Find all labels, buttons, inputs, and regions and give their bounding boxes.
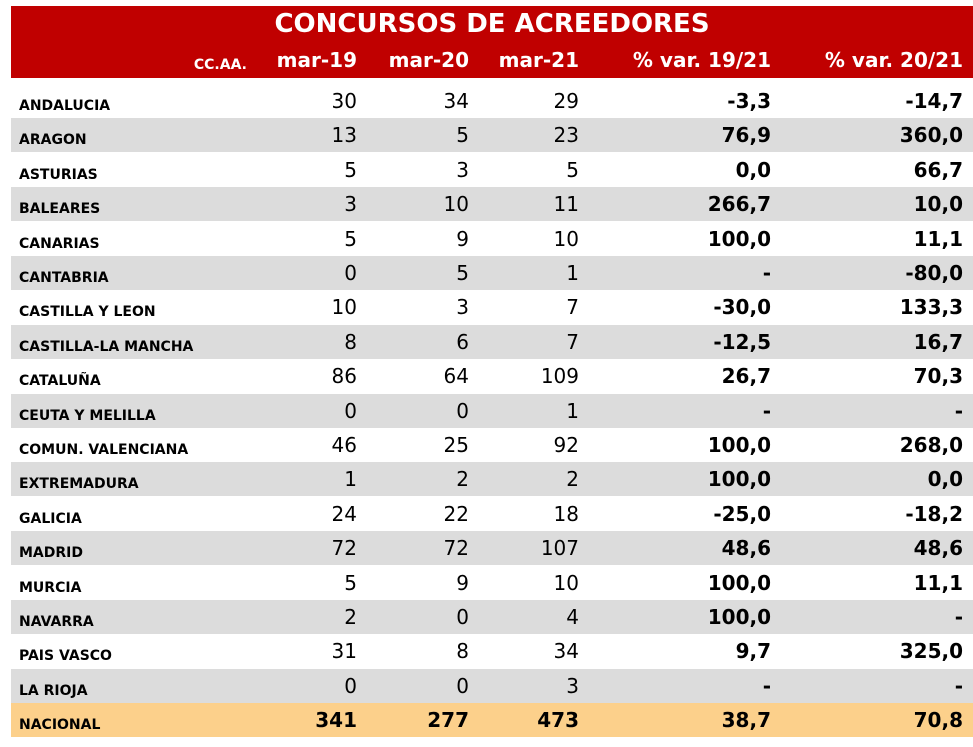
region-name: CASTILLA Y LEON <box>19 304 156 321</box>
value-mar-21: 29 <box>553 89 579 113</box>
value-mar-19: 5 <box>344 157 357 182</box>
column-header-ccaa: CC.AA. <box>193 57 247 73</box>
value-var-20-21: - <box>954 605 963 629</box>
value-mar-20: 64 <box>443 364 469 389</box>
value-var-20-21: 66,7 <box>913 157 963 182</box>
value-var-19-21: -25,0 <box>713 501 771 526</box>
value-var-19-21: 26,7 <box>721 364 771 389</box>
value-mar-21: 2 <box>566 467 579 492</box>
value-mar-19: 0 <box>344 398 357 423</box>
region-name: PAIS VASCO <box>19 648 112 665</box>
table-row <box>11 462 973 496</box>
value-mar-20: 0 <box>456 398 469 423</box>
value-mar-19: 86 <box>331 364 357 389</box>
region-name: LA RIOJA <box>19 682 88 699</box>
value-mar-19: 5 <box>344 570 357 595</box>
region-name: EXTREMADURA <box>19 476 139 493</box>
value-mar-19: 30 <box>331 89 357 113</box>
table-row <box>11 669 973 703</box>
value-mar-19: 46 <box>331 433 357 457</box>
value-mar-21: 107 <box>540 536 579 561</box>
value-var-19-21: 100,0 <box>707 433 771 457</box>
value-mar-19: 0 <box>344 673 357 698</box>
table-row <box>11 359 973 393</box>
value-mar-21: 7 <box>566 329 579 354</box>
value-var-19-21: 0,0 <box>735 157 771 182</box>
value-var-20-21: 325,0 <box>899 639 963 664</box>
region-name: CANTABRIA <box>19 270 109 286</box>
value-var-20-21: 11,1 <box>913 226 963 251</box>
value-mar-20: 22 <box>443 501 469 526</box>
value-var-19-21: 48,6 <box>721 536 771 561</box>
column-header-mar-21: mar-21 <box>498 48 579 72</box>
value-var-19-21: 100,0 <box>707 467 771 492</box>
table-row <box>11 497 973 531</box>
table-row <box>11 118 973 152</box>
value-mar-20: 6 <box>456 329 469 354</box>
value-var-20-21: 360,0 <box>899 123 963 148</box>
value-mar-20: 8 <box>456 639 469 664</box>
region-name: NAVARRA <box>19 614 94 630</box>
value-mar-21: 4 <box>566 605 579 629</box>
table-row <box>11 153 973 187</box>
column-header-mar-19: mar-19 <box>276 48 357 72</box>
value-var-20-21: 133,3 <box>899 295 963 320</box>
value-mar-19: 24 <box>331 501 357 526</box>
value-var-20-21: 70,3 <box>913 364 963 389</box>
value-mar-21: 11 <box>553 192 579 217</box>
table-row <box>11 222 973 256</box>
value-mar-19: 13 <box>331 123 357 148</box>
region-name: GALICIA <box>19 510 82 527</box>
column-header-mar-20: mar-20 <box>388 48 469 72</box>
table-row <box>11 634 973 668</box>
value-mar-20: 3 <box>456 157 469 182</box>
value-var-19-21: 9,7 <box>735 639 771 664</box>
region-name: NACIONAL <box>19 717 101 734</box>
region-name: CEUTA Y MELILLA <box>19 407 156 424</box>
value-var-20-21: - <box>954 673 963 698</box>
value-mar-21: 1 <box>566 398 579 423</box>
value-mar-19: 5 <box>344 226 357 251</box>
value-mar-20: 0 <box>456 605 469 629</box>
value-mar-21: 1 <box>566 261 579 285</box>
value-var-19-21: - <box>762 261 771 285</box>
value-var-20-21: -18,2 <box>905 501 963 526</box>
value-mar-20: 277 <box>427 708 469 733</box>
value-mar-20: 9 <box>456 570 469 595</box>
column-header-var-19-21: % var. 19/21 <box>632 48 771 72</box>
region-name: BALEARES <box>19 201 101 218</box>
table-row <box>11 84 973 118</box>
value-mar-21: 7 <box>566 295 579 320</box>
table-row <box>11 566 973 600</box>
value-mar-20: 2 <box>456 467 469 492</box>
value-var-20-21: 70,8 <box>913 708 963 733</box>
total-row <box>11 703 973 737</box>
value-mar-21: 5 <box>566 157 579 182</box>
value-mar-19: 1 <box>344 467 357 492</box>
value-var-20-21: 48,6 <box>913 536 963 561</box>
value-mar-20: 34 <box>443 89 469 113</box>
region-name: CATALUÑA <box>19 373 101 390</box>
value-mar-21: 23 <box>553 123 579 148</box>
region-name: MURCIA <box>19 579 82 596</box>
region-name: MADRID <box>19 545 83 562</box>
region-name: ARAGON <box>19 132 87 149</box>
value-var-19-21: -12,5 <box>713 329 771 354</box>
value-mar-20: 5 <box>456 123 469 148</box>
value-mar-21: 10 <box>553 570 579 595</box>
table-row <box>11 394 973 428</box>
value-var-20-21: 0,0 <box>927 467 963 492</box>
region-name: ANDALUCIA <box>19 98 111 114</box>
value-var-20-21: 11,1 <box>913 570 963 595</box>
value-mar-21: 34 <box>553 639 579 664</box>
value-mar-21: 473 <box>537 708 579 733</box>
table-title: CONCURSOS DE ACREEDORES <box>11 6 973 43</box>
value-var-20-21: -80,0 <box>905 261 963 285</box>
value-mar-20: 3 <box>456 295 469 320</box>
value-var-19-21: 38,7 <box>721 708 771 733</box>
value-mar-19: 2 <box>344 605 357 629</box>
value-mar-20: 0 <box>456 673 469 698</box>
table-row <box>11 256 973 290</box>
value-mar-20: 9 <box>456 226 469 251</box>
value-var-19-21: 100,0 <box>707 605 771 629</box>
value-var-20-21: 10,0 <box>913 192 963 217</box>
value-mar-20: 72 <box>443 536 469 561</box>
column-header-var-20-21: % var. 20/21 <box>824 48 963 72</box>
value-mar-21: 92 <box>553 433 579 457</box>
value-mar-19: 3 <box>344 192 357 217</box>
value-mar-21: 18 <box>553 501 579 526</box>
value-var-19-21: -30,0 <box>713 295 771 320</box>
value-mar-19: 341 <box>315 708 357 733</box>
value-var-20-21: - <box>954 398 963 423</box>
table-row <box>11 325 973 359</box>
region-name: CASTILLA-LA MANCHA <box>19 338 194 355</box>
region-name: ASTURIAS <box>19 166 98 183</box>
value-mar-19: 0 <box>344 261 357 285</box>
region-name: CANARIAS <box>19 235 100 252</box>
value-mar-21: 3 <box>566 673 579 698</box>
table-row <box>11 531 973 565</box>
value-mar-21: 109 <box>540 364 579 389</box>
region-name: COMUN. VALENCIANA <box>19 442 189 458</box>
table-row <box>11 600 973 634</box>
value-var-20-21: -14,7 <box>905 89 963 113</box>
value-mar-20: 10 <box>443 192 469 217</box>
table-row <box>11 187 973 221</box>
value-mar-19: 31 <box>331 639 357 664</box>
value-mar-19: 10 <box>331 295 357 320</box>
value-mar-20: 5 <box>456 261 469 285</box>
table-row <box>11 428 973 462</box>
value-var-19-21: 76,9 <box>721 123 771 148</box>
value-mar-19: 72 <box>331 536 357 561</box>
value-mar-20: 25 <box>443 433 469 457</box>
value-var-19-21: 266,7 <box>707 192 771 217</box>
table-row <box>11 290 973 324</box>
value-var-20-21: 268,0 <box>899 433 963 457</box>
value-mar-19: 8 <box>344 329 357 354</box>
value-var-19-21: 100,0 <box>707 570 771 595</box>
value-var-19-21: - <box>762 673 771 698</box>
value-var-19-21: -3,3 <box>727 89 771 113</box>
value-mar-21: 10 <box>553 226 579 251</box>
header-row <box>11 43 973 78</box>
value-var-19-21: - <box>762 398 771 423</box>
value-var-20-21: 16,7 <box>913 329 963 354</box>
value-var-19-21: 100,0 <box>707 226 771 251</box>
